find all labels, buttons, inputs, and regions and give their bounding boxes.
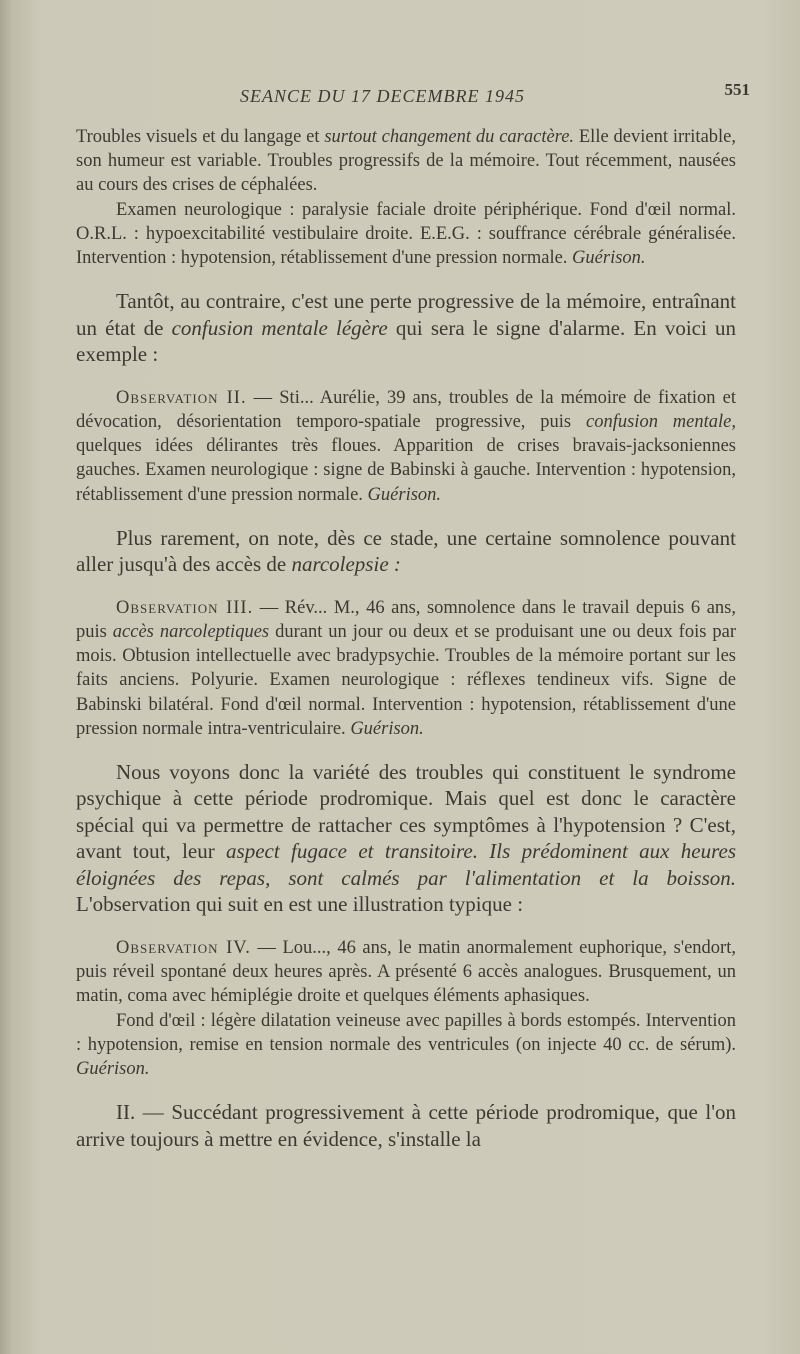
observation-4: Observation IV. — Lou..., 46 ans, le matin anormalement euphorique, s'endort, puis réveil spontané deux heures après. A présenté 6 accès analogues. Brusquement, un matin, coma avec hémiplégie droite et quelques éléments aphasiques.: [76, 937, 736, 1007]
page-body: [76, 125, 736, 1152]
observation-label: Observation II.: [116, 387, 247, 408]
page-number: 551: [724, 80, 750, 99]
observation-3: Observation III. — Rév... M., 46 ans, somnolence dans le travail depuis 6 ans, puis accès narcoleptiques durant un jour ou deux et se produisant une ou deux fois par mois. Obtusion intellectuelle avec bradypsychie. Troubles de la mémoire portant sur les faits anciens. Polyurie. Examen neurologique : réflexes tendineux vifs. Signe de Babinski bilatéral. Fond d'œil normal. Intervention : hypotension, rétablissement d'une pression normale intra-ventriculaire. Guérison.: [76, 597, 736, 739]
paragraph-somnolence: Plus rarement, on note, dès ce stade, une certaine somnolence pouvant aller jusqu'à des accès de narcolepsie :: [76, 525, 736, 577]
observation-label: Observation III.: [116, 597, 254, 618]
observation-4-continued: Fond d'œil : légère dilatation veineuse avec papilles à bords estompés. Intervention : hypotension, remise en tension normale des ventricules (on injecte 40 cc. de sérum). Guérison.: [76, 1010, 736, 1079]
paragraph-intro: Troubles visuels et du langage et surtout changement du caractère. Elle devient irritable, son humeur est variable. Troubles progressifs de la mémoire. Tout récemment, nausées au cours des crises de céphalées.: [76, 127, 737, 196]
paragraph-syndrome: Nous voyons donc la variété des troubles qui constituent le syndrome psychique à cette période prodromique. Mais quel est donc le caractère spécial qui va permettre de rattacher ces symptômes à l'hypotension ? C'est, avant tout, leur aspect fugace et transitoire. Ils prédominent aux heures éloignées des repas, sont calmés par l'alimentation et la boisson. L'observation qui suit en est une illustration typique :: [76, 759, 736, 917]
paragraph-confusion: Tantôt, au contraire, c'est une perte progressive de la mémoire, entraînant un état de confusion mentale légère qui sera le signe d'alarme. En voici un exemple :: [76, 289, 736, 367]
paragraph-section-2: II. — Succédant progressivement à cette période prodromique, que l'on arrive toujours à mettre en évidence, s'installe la: [76, 1100, 736, 1151]
paragraph-examen: Examen neurologique : paralysie faciale droite périphérique. Fond d'œil normal. O.R.L. : hypoexcitabilité vestibulaire droite. E.E.G. : souffrance cérébrale généralisée. Intervention : hypotension, rétablissement d'une pression normale. Guérison.: [76, 199, 736, 269]
observation-label: Observation IV.: [116, 937, 251, 958]
running-title: SEANCE DU 17 DECEMBRE 1945: [240, 86, 525, 106]
observation-2: Observation II. — Sti... Aurélie, 39 ans, troubles de la mémoire de fixation et dévocation, désorientation temporo-spatiale progressive, puis confusion mentale, quelques idées délirantes très floues. Apparition de crises bravais-jacksoniennes gauches. Examen neurologique : signe de Babinski à gauche. Intervention : hypotension, rétablissement d'une pression normale. Guérison.: [76, 387, 737, 505]
page-header: [60, 80, 750, 110]
